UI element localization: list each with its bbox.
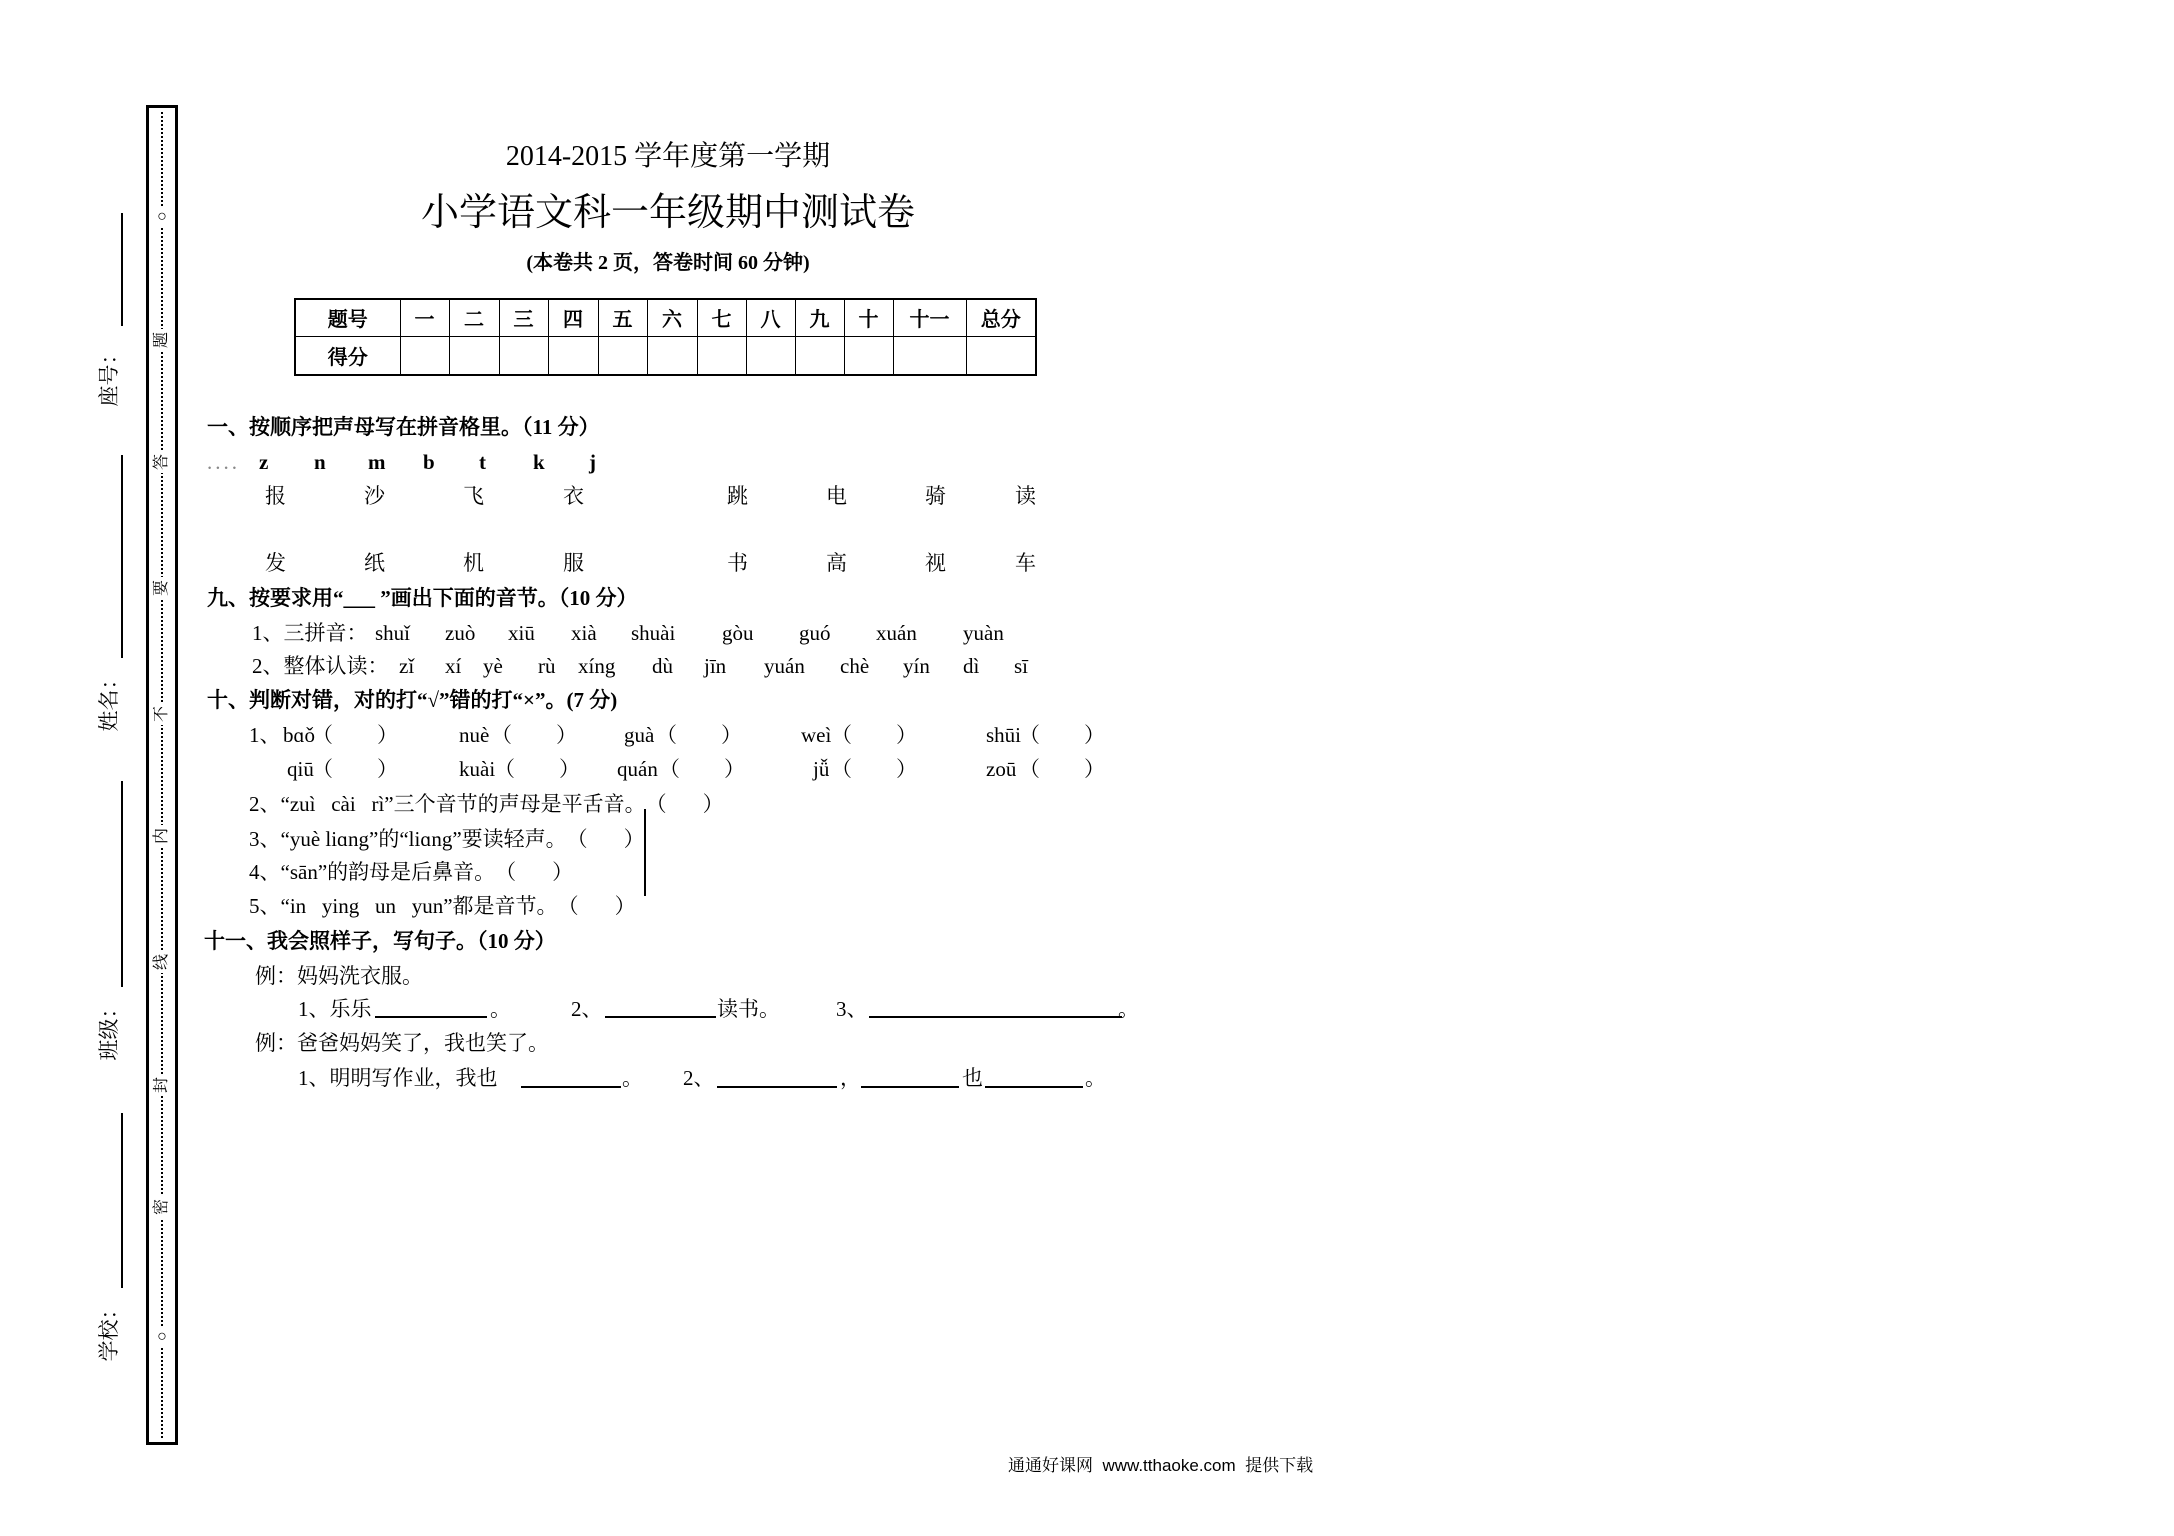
char-item: 飞 [463, 484, 484, 508]
initial-letter: k [533, 450, 545, 474]
bracket-close: ） [896, 723, 917, 747]
bracket-open: （ [494, 757, 515, 781]
bracket-close: ） [1084, 723, 1105, 747]
bracket-close: ） [614, 894, 636, 918]
header-cell-11: 十一 [893, 299, 966, 336]
pinyin-item: weì [801, 723, 832, 747]
bracket-open: （ [656, 723, 677, 747]
header-cell-6: 六 [647, 299, 697, 336]
example-1: 例：妈妈洗衣服。 [255, 964, 423, 988]
statement-text: 4、“sān”的韵母是后鼻音。 [249, 860, 496, 884]
statement-text: 2、“zuì cài rì”三个音节的声母是平舌音。 [249, 792, 646, 816]
seal-char-ti: 题 [151, 329, 173, 351]
sentence-period: 。 [490, 997, 511, 1021]
pinyin-syllable: dù [652, 654, 673, 678]
sentence-2-suffix: 读书。 [717, 997, 780, 1021]
sentence-1-prefix: 1、明明写作业，我也 [298, 1066, 498, 1090]
header-cell-3: 三 [499, 299, 548, 336]
header-cell-8: 八 [746, 299, 795, 336]
char-item: 读 [1015, 484, 1036, 508]
seal-char-mi: 密 [151, 1196, 173, 1218]
answer-bracket [831, 757, 917, 781]
answer-blank [861, 1086, 959, 1088]
bracket-open: （ [495, 860, 517, 884]
pinyin-item: bɑǒ [283, 723, 315, 747]
initial-letter: z [259, 450, 269, 474]
bracket-open: （ [645, 792, 667, 816]
pinyin-syllable: yuán [764, 654, 805, 678]
char-item: 纸 [364, 551, 385, 575]
pinyin-item: zoū [986, 757, 1017, 781]
pinyin-syllable: guó [799, 621, 831, 645]
answer-blank [521, 1086, 621, 1088]
school-line [121, 1113, 123, 1288]
initial-letter: n [314, 450, 326, 474]
answer-bracket [495, 860, 573, 884]
pinyin-syllable: zuò [445, 621, 476, 645]
name-label: 姓名： [97, 668, 121, 732]
char-item: 高 [826, 551, 847, 575]
bracket-open: （ [1019, 723, 1040, 747]
seat-number-line [121, 213, 123, 326]
bracket-close: ） [377, 757, 398, 781]
bracket-close: ） [724, 757, 745, 781]
bracket-open: （ [831, 757, 852, 781]
score-table-header-row [295, 299, 1036, 336]
bracket-close: ） [552, 860, 574, 884]
score-cell [746, 336, 795, 375]
seal-char-nei: 内 [151, 825, 173, 847]
exam-note: (本卷共 2 页，答卷时间 60 分钟) [526, 252, 810, 274]
char-item: 跳 [727, 484, 748, 508]
true-false-statement-3 [249, 827, 645, 851]
answer-bracket [567, 827, 645, 851]
pinyin-item: shūi [986, 723, 1022, 747]
answer-bracket [831, 723, 917, 747]
sentence-comma: ， [840, 1066, 861, 1090]
pinyin-syllable: zǐ [399, 654, 415, 678]
pinyin-item: kuài [459, 757, 496, 781]
char-item: 报 [265, 484, 286, 508]
score-cell [844, 336, 893, 375]
char-item: 机 [463, 551, 484, 575]
score-cell [647, 336, 697, 375]
char-item: 发 [265, 551, 286, 575]
score-cell [400, 336, 449, 375]
bracket-close: ） [623, 827, 645, 851]
stray-vertical-mark [644, 809, 646, 896]
score-cell [893, 336, 966, 375]
pinyin-syllable: xuán [876, 621, 917, 645]
pinyin-syllable: xiū [508, 621, 535, 645]
bracket-open: （ [491, 723, 512, 747]
pinyin-syllable: dì [963, 654, 980, 678]
answer-bracket [659, 757, 745, 781]
char-item: 衣 [563, 484, 584, 508]
bracket-close: ） [702, 792, 724, 816]
pinyin-syllable: yín [903, 654, 930, 678]
score-cell [548, 336, 598, 375]
answer-bracket [491, 723, 577, 747]
section-9-heading: 九、按要求用“___ ”画出下面的音节。（10 分） [207, 586, 638, 610]
sentence-period: 。 [622, 1066, 643, 1090]
pinyin-syllable: shuài [631, 621, 676, 645]
char-item: 骑 [925, 484, 946, 508]
sentence-2-mid: 也 [962, 1066, 983, 1090]
binding-circle-top: ○ [151, 206, 173, 228]
name-line [121, 455, 123, 658]
bracket-open: （ [312, 723, 333, 747]
seal-char-feng: 封 [151, 1074, 173, 1096]
header-cell-question-no: 题号 [295, 299, 400, 336]
initial-letter: m [368, 450, 386, 474]
score-cell [449, 336, 499, 375]
sentence-3-label: 3、 [836, 997, 868, 1021]
pinyin-syllable: shuǐ [375, 621, 411, 645]
answer-bracket [646, 792, 724, 816]
sentence-period: 。 [1118, 997, 1139, 1021]
header-cell-5: 五 [598, 299, 647, 336]
char-item: 电 [826, 484, 847, 508]
bracket-close: ） [1084, 757, 1105, 781]
exam-title: 小学语文科一年级期中测试卷 [420, 192, 915, 234]
score-row-label: 得分 [295, 336, 400, 375]
answer-blank [605, 1016, 716, 1018]
bracket-close: ） [556, 723, 577, 747]
pinyin-item: qiū [287, 757, 314, 781]
pinyin-syllable: xí [445, 654, 462, 678]
sentence-2-label: 2、 [571, 997, 603, 1021]
header-cell-2: 二 [449, 299, 499, 336]
school-label: 学校： [97, 1298, 121, 1362]
bracket-open: （ [1019, 757, 1040, 781]
sentence-1-prefix: 1、乐乐 [298, 997, 372, 1021]
class-line [121, 781, 123, 987]
sentence-period: 。 [1085, 1066, 1106, 1090]
score-cell [697, 336, 746, 375]
exam-term: 2014-2015 学年度第一学期 [505, 141, 831, 172]
initials-leading-dots: .... [207, 450, 240, 474]
pinyin-syllable: yè [483, 654, 503, 678]
seal-char-bu: 不 [151, 703, 173, 725]
answer-bracket [494, 757, 580, 781]
true-false-statement-4 [249, 860, 573, 884]
score-cell [499, 336, 548, 375]
bracket-open: （ [312, 757, 333, 781]
section-10-heading: 十、判断对错，对的打“√”错的打“×”。(7 分) [207, 688, 618, 712]
pinyin-syllable: xià [571, 621, 597, 645]
bracket-open: （ [557, 894, 579, 918]
answer-bracket [312, 757, 398, 781]
example-2: 例：爸爸妈妈笑了，我也笑了。 [255, 1031, 549, 1055]
true-false-statement-2 [249, 792, 724, 816]
pinyin-item: guà [624, 723, 655, 747]
bracket-open: （ [566, 827, 588, 851]
score-table-score-row [295, 336, 1036, 375]
class-label: 班级： [97, 997, 121, 1061]
statement-text: 5、“in ying un yun”都是音节。 [249, 894, 558, 918]
score-table [294, 298, 1037, 376]
answer-bracket [558, 894, 636, 918]
header-cell-4: 四 [548, 299, 598, 336]
char-item: 视 [925, 551, 946, 575]
pinyin-syllable: rù [538, 654, 556, 678]
header-cell-1: 一 [400, 299, 449, 336]
initial-letter: t [479, 450, 486, 474]
seal-char-da: 答 [151, 451, 173, 473]
header-cell-7: 七 [697, 299, 746, 336]
pinyin-syllable: chè [840, 654, 870, 678]
bracket-close: ） [896, 757, 917, 781]
answer-bracket [312, 723, 398, 747]
score-cell-total [966, 336, 1036, 375]
score-cell [795, 336, 844, 375]
bracket-open: （ [659, 757, 680, 781]
pinyin-item: jǚ [813, 757, 830, 781]
char-item: 车 [1015, 551, 1036, 575]
section-1-heading: 一、按顺序把声母写在拼音格里。（11 分） [207, 415, 600, 439]
pinyin-item: quán [617, 757, 658, 781]
bracket-close: ） [559, 757, 580, 781]
seal-char-xian: 线 [151, 951, 173, 973]
answer-blank [869, 1016, 1122, 1018]
answer-blank [985, 1086, 1083, 1088]
sentence-2-label: 2、 [683, 1066, 715, 1090]
section-11-heading: 十一、我会照样子，写句子。（10 分） [204, 929, 556, 953]
bracket-open: （ [831, 723, 852, 747]
pinyin-syllable: gòu [722, 621, 754, 645]
binding-dotted-line [161, 112, 163, 1438]
seal-char-yao: 要 [151, 577, 173, 599]
pinyin-syllable: yuàn [963, 621, 1004, 645]
char-item: 服 [563, 551, 584, 575]
header-cell-9: 九 [795, 299, 844, 336]
header-cell-total: 总分 [966, 299, 1036, 336]
answer-blank [717, 1086, 837, 1088]
initial-letter: j [589, 450, 596, 474]
char-item: 书 [727, 551, 748, 575]
pinyin-syllable: sī [1014, 654, 1029, 678]
pinyin-item: nuè [459, 723, 490, 747]
initial-letter: b [423, 450, 435, 474]
question-label: 1、 [249, 723, 281, 747]
answer-bracket [1019, 757, 1105, 781]
answer-blank [375, 1016, 487, 1018]
question-label: 1、三拼音： [252, 621, 368, 645]
footer-source: 通通好课网 www.tthaoke.com 提供下载 [1008, 1456, 1314, 1475]
char-item: 沙 [364, 484, 385, 508]
pinyin-syllable: jīn [704, 654, 727, 678]
statement-text: 3、“yuè liɑng”的“liɑng”要读轻声。 [249, 827, 567, 851]
header-cell-10: 十 [844, 299, 893, 336]
binding-circle-bottom: ○ [151, 1326, 173, 1348]
score-cell [598, 336, 647, 375]
answer-bracket [656, 723, 742, 747]
bracket-close: ） [377, 723, 398, 747]
question-label: 2、整体认读： [252, 654, 389, 678]
true-false-statement-5 [249, 894, 636, 918]
answer-bracket [1019, 723, 1105, 747]
seat-number-label: 座号： [97, 343, 121, 407]
pinyin-syllable: xíng [578, 654, 616, 678]
bracket-close: ） [721, 723, 742, 747]
